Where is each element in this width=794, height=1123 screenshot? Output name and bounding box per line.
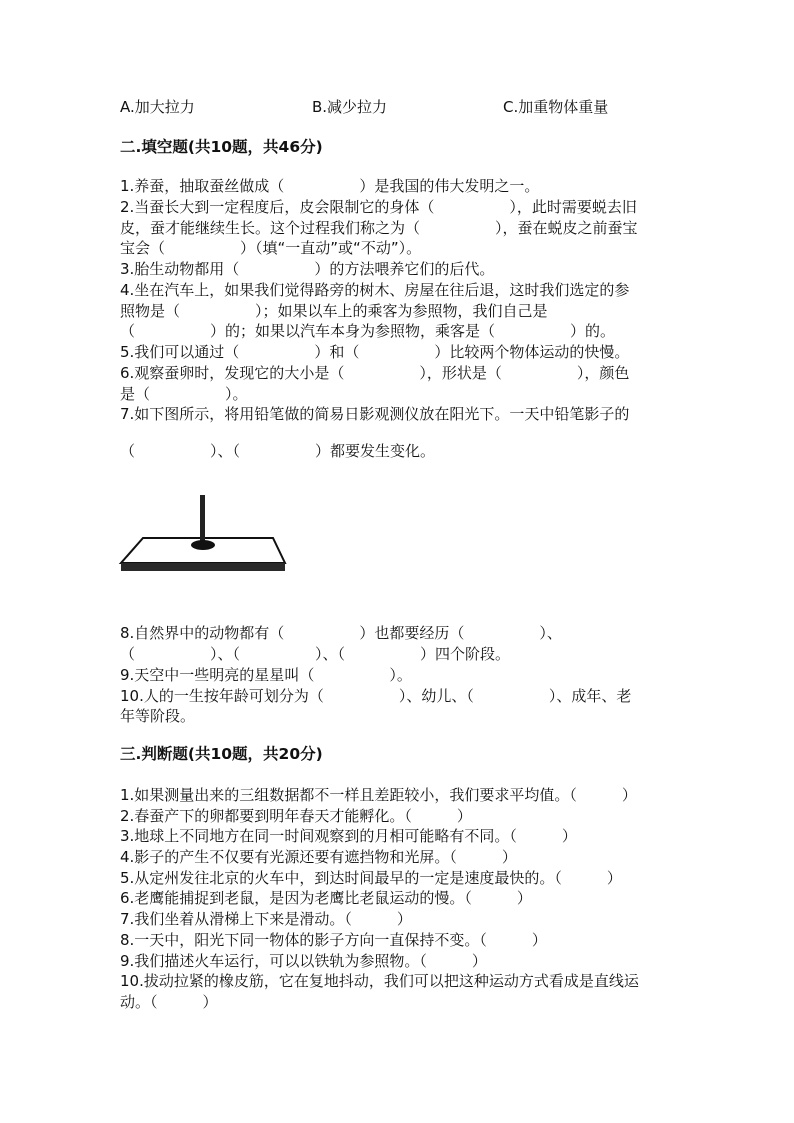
s3-line: 2.春蚕产下的卵都要到明年春天才能孵化。（ ） <box>120 807 472 825</box>
s3-line: 9.我们描述火车运行，可以以铁轨为参照物。（ ） <box>120 952 487 970</box>
s3-line: 1.如果测量出来的三组数据都不一样且差距较小，我们要求平均值。（ ） <box>120 786 637 804</box>
s3-line: 6.老鹰能捕捉到老鼠，是因为老鹰比老鼠运动的慢。（ ） <box>120 889 532 907</box>
s2-line: 是（ ）。 <box>120 385 248 403</box>
s3-line: 5.从定州发往北京的火车中，到达时间最早的一定是速度最快的。（ ） <box>120 869 622 887</box>
s2-line: 7.如下图所示，将用铅笔做的简易日影观测仪放在阳光下。一天中铅笔影子的 <box>120 405 630 423</box>
sundial-board-edge <box>121 563 285 571</box>
s2-line: 8.自然界中的动物都有（ ）也都要经历（ ）、 <box>120 624 562 642</box>
option-b: B.减少拉力 <box>312 98 388 116</box>
s3-line: 10.拔动拉紧的橡皮筋，它在复地抖动，我们可以把这种运动方式看成是直线运 <box>120 972 639 990</box>
s2-line: 皮，蚕才能继续生长。这个过程我们称之为（ ），蚕在蜕皮之前蚕宝 <box>120 219 638 237</box>
s2-line: 9.天空中一些明亮的星星叫（ ）。 <box>120 666 412 684</box>
s2-line: 6.观察蚕卵时，发现它的大小是（ ），形状是（ ），颜色 <box>120 364 630 382</box>
s3-line: 4.影子的产生不仅要有光源还要有遮挡物和光屏。（ ） <box>120 848 517 866</box>
s2-line: 2.当蚕长大到一定程度后，皮会限制它的身体（ ），此时需要蜕去旧 <box>120 198 637 216</box>
s3-line: 8.一天中，阳光下同一物体的影子方向一直保持不变。（ ） <box>120 931 547 949</box>
s2-line: 4.坐在汽车上，如果我们觉得路旁的树木、房屋在往后退，这时我们选定的参 <box>120 281 630 299</box>
pencil-base <box>191 540 215 550</box>
s2-line: 1.养蚕，抽取蚕丝做成（ ）是我国的伟大发明之一。 <box>120 177 540 195</box>
section2-title: 二.填空题(共10题，共46分) <box>120 138 323 156</box>
s3-line: 7.我们坐着从滑梯上下来是滑动。（ ） <box>120 910 412 928</box>
option-a: A.加大拉力 <box>120 98 195 116</box>
sundial-figure <box>115 490 295 584</box>
s3-line: 动。（ ） <box>120 993 218 1011</box>
s2-line: （ ）的；如果以汽车本身为参照物，乘客是（ ）的。 <box>120 322 616 340</box>
s2-line: 年等阶段。 <box>120 707 196 725</box>
s2-line: （ ）、（ ）、（ ）四个阶段。 <box>120 645 511 663</box>
s2-line: （ ）、（ ）都要发生变化。 <box>120 442 436 460</box>
s2-line: 照物是（ ）；如果以车上的乘客为参照物，我们自己是 <box>120 302 548 320</box>
s3-line: 3.地球上不同地方在同一时间观察到的月相可能略有不同。（ ） <box>120 827 577 845</box>
option-c: C.加重物体重量 <box>503 98 609 116</box>
section3-title: 三.判断题(共10题，共20分) <box>120 745 323 763</box>
s2-line: 10.人的一生按年龄可划分为（ ）、幼儿、（ ）、成年、老 <box>120 687 632 705</box>
s2-line: 5.我们可以通过（ ）和（ ）比较两个物体运动的快慢。 <box>120 343 630 361</box>
s2-line: 宝会（ ）（填“一直动”或“不动”）。 <box>120 239 422 257</box>
pencil-stick <box>200 495 205 543</box>
s2-line: 3.胎生动物都用（ ）的方法喂养它们的后代。 <box>120 260 495 278</box>
